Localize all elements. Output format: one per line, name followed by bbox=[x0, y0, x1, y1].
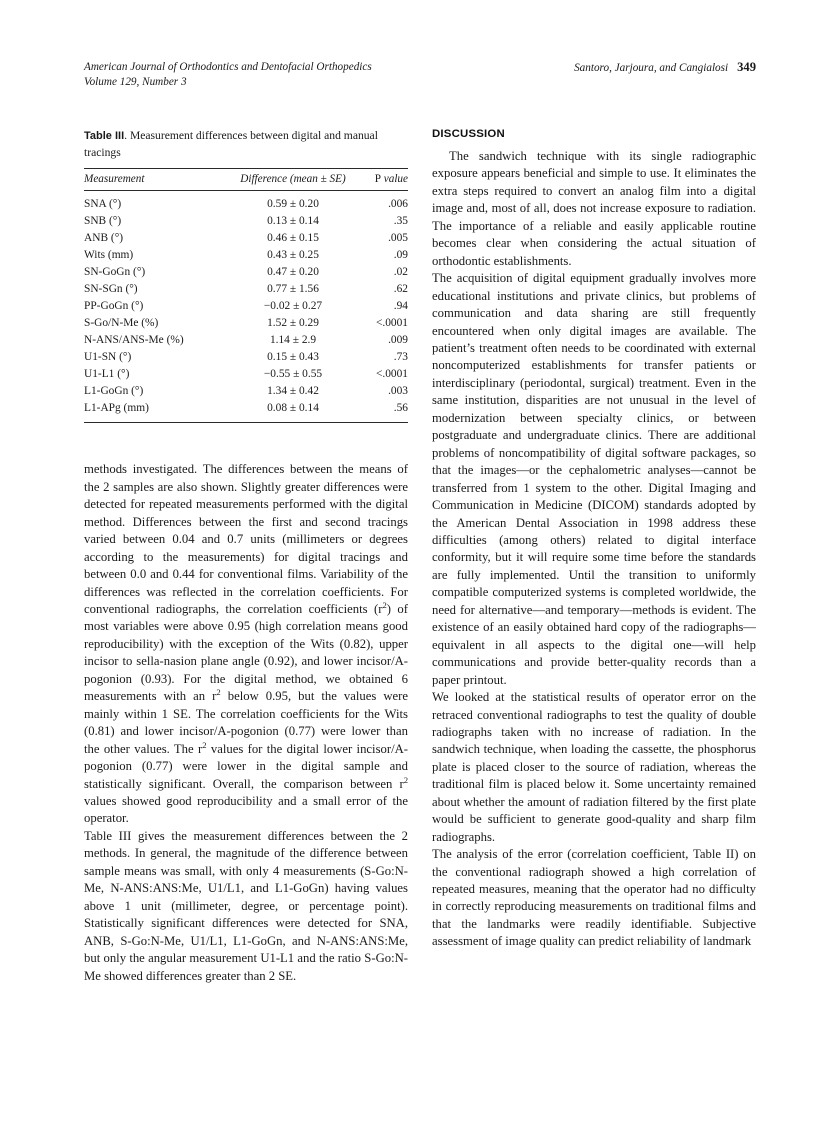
cell-measurement: N-ANS/ANS-Me (%) bbox=[84, 334, 184, 346]
table-row bbox=[84, 247, 408, 264]
column-header-difference: Difference (mean ± SE) bbox=[234, 169, 352, 191]
table-row bbox=[84, 298, 408, 315]
cell-measurement: S-Go/N-Me (%) bbox=[84, 317, 159, 329]
cell-measurement: SN-SGn (°) bbox=[84, 283, 138, 295]
paragraph-table-three-summary: Table III gives the measurement differences between the 2 methods. In general, the magnitude of the difference between sample means was small, with only 4 measurements (S-Go:N-Me, N-ANS:ANS:Me, U1/L1, and L1-GoGn) having values above 1 unit (millimeter, degree, or percentage point). Statistically significant differences were detected for SNA, ANB, S-Go:N-Me, U1/L1, L1-GoGn, and N-ANS:ANS:Me, but only the angular measurement U1-L1 and the ratio S-Go:N-Me showed differences greater than 2 SE. bbox=[84, 828, 408, 983]
cell-measurement: SN-GoGn (°) bbox=[84, 266, 146, 278]
p-value-word: value bbox=[383, 173, 408, 185]
cell-measurement: U1-L1 (°) bbox=[84, 368, 130, 380]
superscript-squared: 2 bbox=[382, 599, 387, 610]
cell-measurement: L1-APg (mm) bbox=[84, 402, 149, 414]
cell-difference: 1.34 ± 0.42 bbox=[267, 385, 319, 397]
cell-p-value: .35 bbox=[393, 215, 408, 227]
table-row bbox=[84, 366, 408, 383]
cell-p-value: .09 bbox=[393, 249, 408, 261]
column-header-measurement: Measurement bbox=[84, 169, 234, 191]
paragraph-discussion-2: The acquisition of digital equipment gradually involves more educational institutions and private clinics, but problems of communication and data sharing are still frequently encountered when only digital images are available. The patient’s treatment often needs to be coordinated with external noncomputerized establishments for transfer patients or interdisciplinary (periodontal, surgical) treatment. Even in the same institution, disparities are not unusual in the level of modernization between specialty clinics, or between postgraduate and undergraduate clinics. There are additional problems of noncompatibility of digital software packages, so that the images—or the cephalometric analyses—cannot be transferred from 1 system to the other. Digital Imaging and Communication in Medicine (DICOM) standards adopted by the American Dental Association in 1998 address these difficulties (among others) related to digital interface conformity, but it will require some time before the standards are fully implemented. Until the transition to uniformly compatible computerized systems is completed worldwide, the need for alternative—and temporary—methods is evident. The existence of an easily obtained hard copy of the radiographs—equivalent in all aspects to the digital one—will help communications and provide better-quality records than a paper printout. bbox=[432, 271, 756, 687]
journal-volume-issue: Volume 129, Number 3 bbox=[84, 75, 187, 88]
paragraph-discussion-1: The sandwich technique with its single radiographic exposure appears beneficial and simple to use. It eliminates the extra steps required to convert an analog film into a digital image and, most of all, does not increase exposure to radiation. The importance of a reliable and easily applicable routine becomes clear when considering the actual situation of orthodontic establishments. bbox=[432, 149, 756, 268]
cell-difference: 1.14 ± 2.9 bbox=[269, 334, 317, 346]
table-row bbox=[84, 400, 408, 423]
cell-p-value: .005 bbox=[388, 232, 408, 244]
table-row bbox=[84, 264, 408, 281]
p-symbol: P bbox=[374, 173, 381, 185]
cell-p-value: .009 bbox=[388, 334, 408, 346]
cell-p-value: .006 bbox=[388, 198, 408, 210]
cell-p-value: .003 bbox=[388, 385, 408, 397]
text-run: values showed good reproducibility and a small error of the operator. bbox=[84, 794, 408, 826]
text-run: below 0.95, but the values were mainly within 1 SE. The correlation coefficients for the Wits (0.81) and lower incisor/A-pogonion (0.77) were lower than the other values. The r bbox=[84, 689, 408, 756]
cell-measurement: ANB (°) bbox=[84, 232, 124, 244]
table-row bbox=[84, 281, 408, 298]
cell-difference: 0.08 ± 0.14 bbox=[267, 402, 319, 414]
table-body bbox=[84, 191, 408, 423]
cell-measurement: L1-GoGn (°) bbox=[84, 385, 144, 397]
superscript-squared: 2 bbox=[202, 739, 207, 750]
cell-p-value: .02 bbox=[393, 266, 408, 278]
running-head-authors-page bbox=[574, 60, 756, 75]
paragraph-discussion-4: The analysis of the error (correlation coefficient, Table II) on the conventional radiograph showed a high correlation of repeated measures, meaning that the operator had no difficulty in correctly reproducing measurements on traditional films and that the landmarks were readily identifiable. Subjective assessment of image quality can predict reliability of landmark bbox=[432, 847, 756, 949]
cell-p-value: .94 bbox=[393, 300, 408, 312]
cell-p-value: <.0001 bbox=[375, 368, 408, 380]
cell-difference: 0.43 ± 0.25 bbox=[267, 249, 319, 261]
cell-measurement: U1-SN (°) bbox=[84, 351, 132, 363]
journal-title: American Journal of Orthodontics and Dentofacial Orthopedics bbox=[84, 61, 372, 73]
text-run: values for the digital lower incisor/A-pogonion (0.77) were lower in the digital sample and statistically significant. Overall, the comparison between r bbox=[84, 741, 408, 791]
cell-difference: 0.47 ± 0.20 bbox=[267, 266, 319, 278]
table-head bbox=[84, 169, 408, 191]
paragraph-methods-continued bbox=[84, 461, 408, 828]
author-names: Santoro, Jarjoura, and Cangialosi bbox=[574, 62, 729, 74]
cell-measurement: SNB (°) bbox=[84, 215, 122, 227]
cell-difference: 0.46 ± 0.15 bbox=[267, 232, 319, 244]
table-row bbox=[84, 191, 408, 213]
cell-p-value: .56 bbox=[393, 402, 408, 414]
page-number: 349 bbox=[737, 60, 756, 74]
cell-difference: −0.55 ± 0.55 bbox=[263, 368, 323, 380]
table-label: Table III bbox=[84, 130, 125, 142]
cell-measurement: PP-GoGn (°) bbox=[84, 300, 144, 312]
cell-difference: 0.59 ± 0.20 bbox=[267, 198, 319, 210]
table-caption-text: . Measurement differences between digital and manual tracings bbox=[84, 129, 378, 159]
cell-difference: −0.02 ± 0.27 bbox=[263, 300, 323, 312]
cell-difference: 1.52 ± 0.29 bbox=[267, 317, 319, 329]
table-row bbox=[84, 383, 408, 400]
table-caption bbox=[84, 128, 408, 161]
cell-difference: 0.15 ± 0.43 bbox=[267, 351, 319, 363]
left-column bbox=[84, 128, 408, 985]
superscript-squared: 2 bbox=[216, 687, 221, 698]
table-row bbox=[84, 349, 408, 366]
cell-measurement: SNA (°) bbox=[84, 198, 122, 210]
table-row bbox=[84, 230, 408, 247]
text-run: methods investigated. The differences between the means of the 2 samples are also shown. Slightly greater differences were detected for repeated measurements performed with the digital method. Differences between the first and second tracings varied between 0.04 and 0.7 units (millimeters or degrees according to the measurements) for digital tracings and between 0.0 and 0.44 for conventional films. Variability of the differences was reflected in the correlation coefficients. For conventional radiographs, the correlation coefficients (r bbox=[84, 462, 408, 617]
text-run: ) of most variables were above 0.95 (high correlation means good reproducibility) with the exception of the Wits (0.82), upper incisor to sella-nasion plane angle (0.92), and lower incisor/A-pogonion (0.93). For the digital method, we obtained 6 measurements with an r bbox=[84, 602, 408, 704]
paragraph-discussion-3: We looked at the statistical results of operator error on the retraced conventional radiographs to test the quality of double radiographs taken with no increase of radiation. In the sandwich technique, when loading the cassette, the phosphorus plate is placed closer to the source of radiation, whereas the traditional film is placed below it. Some uncertainty remained about whether the amount of radiation filtered by the first plate would be sufficient to generate good-quality and sharp film radiographs. bbox=[432, 690, 756, 844]
measurement-differences-table bbox=[84, 168, 408, 422]
table-row bbox=[84, 315, 408, 332]
superscript-squared: 2 bbox=[403, 774, 408, 785]
table-bottom-rule bbox=[84, 422, 408, 423]
cell-difference: 0.77 ± 1.56 bbox=[267, 283, 319, 295]
cell-p-value: <.0001 bbox=[375, 317, 408, 329]
cell-p-value: .73 bbox=[393, 351, 408, 363]
running-head bbox=[84, 60, 756, 89]
table-row bbox=[84, 332, 408, 349]
cell-difference: 0.13 ± 0.14 bbox=[267, 215, 319, 227]
cell-p-value: .62 bbox=[393, 283, 408, 295]
cell-measurement: Wits (mm) bbox=[84, 249, 134, 261]
right-column bbox=[432, 128, 756, 951]
table-row bbox=[84, 213, 408, 230]
running-head-journal bbox=[84, 60, 372, 89]
column-header-p-value bbox=[352, 169, 408, 191]
section-heading-discussion: DISCUSSION bbox=[432, 128, 505, 140]
table-header-row bbox=[84, 169, 408, 191]
